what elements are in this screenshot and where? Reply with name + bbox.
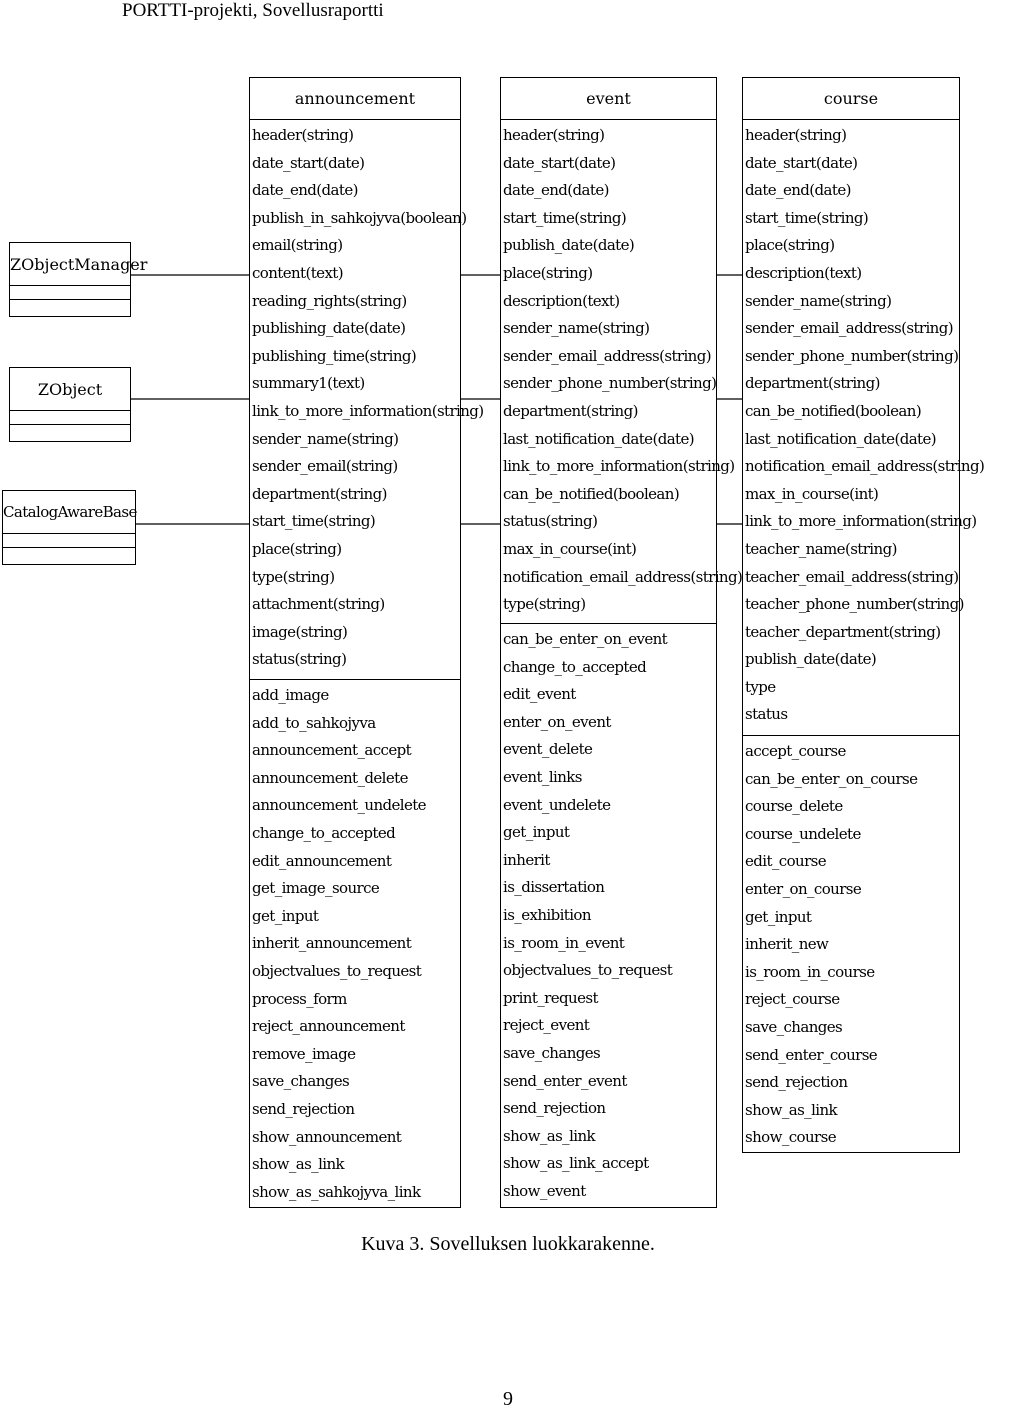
class-attribute: can_be_notified(boolean) [745, 401, 922, 420]
class-method: send_rejection [745, 1073, 848, 1092]
class-attribute: attachment(string) [252, 595, 385, 614]
class-attributes-empty [10, 411, 130, 425]
class-attributes [501, 120, 743, 624]
class-attribute: summary1(text) [252, 374, 365, 393]
class-method: send_rejection [252, 1099, 355, 1118]
class-attribute: department(string) [745, 374, 880, 393]
class-attribute: max_in_course(int) [745, 484, 879, 503]
class-attribute: date_end(date) [745, 181, 851, 200]
class-attribute: department(string) [252, 484, 387, 503]
class-method: inherit_announcement [252, 934, 412, 953]
class-method: announcement_delete [252, 768, 408, 787]
class-attribute: teacher_department(string) [745, 622, 941, 641]
class-method: edit_course [745, 852, 827, 871]
class-method: show_as_sahkojyva_link [252, 1182, 421, 1201]
class-name: course [743, 78, 959, 120]
class-method: inherit [503, 850, 550, 869]
class-method: save_changes [252, 1072, 350, 1091]
class-attribute: description(text) [503, 291, 620, 310]
class-attribute: header(string) [503, 126, 605, 144]
class-methods-empty [3, 548, 135, 562]
class-attribute: type(string) [252, 567, 335, 586]
class-method: is_exhibition [503, 905, 591, 924]
class-attribute: notification_email_address(string) [503, 567, 743, 586]
class-methods [743, 736, 959, 1152]
class-method: send_enter_course [745, 1045, 878, 1064]
class-method: is_room_in_course [745, 962, 875, 981]
class-attribute: teacher_email_address(string) [745, 567, 959, 586]
class-attribute: sender_name(string) [252, 429, 399, 448]
page-number: 9 [503, 1388, 513, 1410]
class-box-announcement [249, 77, 484, 1208]
class-attribute: sender_email_address(string) [745, 319, 953, 338]
class-method: objectvalues_to_request [503, 961, 673, 980]
class-attribute: image(string) [252, 622, 348, 641]
class-attribute: date_end(date) [252, 181, 358, 200]
class-method: get_input [503, 823, 570, 842]
class-attribute: publish_date(date) [503, 236, 635, 255]
class-name: announcement [250, 78, 460, 120]
class-attribute: email(string) [252, 236, 343, 255]
class-method: can_be_enter_on_course [745, 769, 918, 788]
class-attribute: date_end(date) [503, 181, 609, 200]
class-attribute: max_in_course(int) [503, 539, 637, 558]
class-attribute: sender_email(string) [252, 457, 398, 476]
class-attribute: type(string) [503, 595, 586, 614]
class-attribute: type [745, 677, 776, 696]
class-method: get_input [745, 907, 812, 926]
class-box-catalogawarebase [2, 490, 136, 565]
class-method: enter_on_course [745, 879, 862, 898]
class-attribute: sender_email_address(string) [503, 346, 711, 365]
class-attribute: start_time(string) [745, 208, 869, 227]
class-attribute: status(string) [503, 512, 598, 531]
class-method: show_course [745, 1128, 836, 1147]
class-attribute: status [745, 705, 788, 724]
class-method: show_as_link [503, 1126, 596, 1145]
class-attribute: status(string) [252, 650, 347, 669]
class-method: remove_image [252, 1044, 356, 1063]
class-attribute: header(string) [745, 126, 847, 144]
class-method: change_to_accepted [252, 823, 396, 842]
class-attribute: date_start(date) [252, 153, 365, 172]
class-method: course_undelete [745, 824, 861, 843]
class-method: objectvalues_to_request [252, 961, 422, 980]
class-methods-empty [10, 300, 130, 314]
figure-caption: Kuva 3. Sovelluksen luokkarakenne. [361, 1233, 655, 1255]
class-methods [250, 680, 460, 1206]
class-method: show_event [503, 1181, 586, 1200]
class-attribute: sender_phone_number(string) [503, 374, 717, 393]
class-attributes [743, 120, 985, 736]
class-attribute: reading_rights(string) [252, 291, 407, 310]
class-name: ZObject [10, 368, 130, 411]
class-method: print_request [503, 988, 598, 1007]
class-method: add_image [252, 686, 329, 704]
class-method: event_links [503, 767, 582, 786]
class-attribute: last_notification_date(date) [503, 429, 694, 448]
class-method: save_changes [745, 1017, 843, 1036]
class-attribute: place(string) [252, 539, 342, 558]
class-attribute: publish_in_sahkojyva(boolean) [252, 208, 467, 227]
class-method: show_as_link [745, 1100, 838, 1119]
class-box-zobjectmanager [9, 242, 148, 317]
class-attribute: date_start(date) [503, 153, 616, 172]
class-attribute: sender_name(string) [745, 291, 892, 310]
class-attribute: place(string) [745, 236, 835, 255]
class-attributes-empty [3, 534, 135, 548]
class-box-event [500, 77, 743, 1208]
class-method: reject_course [745, 990, 840, 1009]
class-attribute: teacher_name(string) [745, 539, 897, 558]
class-attribute: header(string) [252, 126, 354, 144]
class-method: enter_on_event [503, 712, 611, 731]
class-attribute: last_notification_date(date) [745, 429, 936, 448]
class-attributes-empty [10, 286, 130, 300]
class-attribute: start_time(string) [503, 208, 627, 227]
class-attribute: can_be_notified(boolean) [503, 484, 680, 503]
class-method: add_to_sahkojyva [252, 713, 376, 732]
class-attribute: link_to_more_information(string) [252, 401, 484, 420]
class-attribute: publishing_time(string) [252, 346, 417, 365]
class-attribute: link_to_more_information(string) [503, 457, 735, 476]
class-method: is_room_in_event [503, 933, 625, 952]
class-method: show_as_link [252, 1155, 345, 1174]
page-header: PORTTI-projekti, Sovellusraportti [122, 0, 384, 21]
class-method: get_image_source [252, 879, 380, 898]
class-attribute: department(string) [503, 401, 638, 420]
class-attribute: place(string) [503, 263, 593, 282]
class-method: process_form [252, 989, 347, 1008]
class-attribute: content(text) [252, 263, 343, 282]
class-method: edit_event [503, 685, 576, 704]
class-methods-empty [10, 425, 130, 439]
class-box-course [742, 77, 985, 1153]
class-method: is_dissertation [503, 878, 605, 897]
class-methods [501, 624, 716, 1205]
class-method: event_undelete [503, 795, 611, 814]
class-attribute: publishing_date(date) [252, 319, 406, 338]
class-method: show_announcement [252, 1127, 402, 1146]
class-name: event [501, 78, 716, 120]
class-name: CatalogAwareBase [3, 491, 135, 534]
class-name: ZObjectManager [10, 243, 130, 286]
class-attribute: publish_date(date) [745, 650, 877, 669]
class-method: show_as_link_accept [503, 1154, 649, 1173]
class-method: send_rejection [503, 1099, 606, 1118]
class-attribute: sender_name(string) [503, 319, 650, 338]
class-attribute: notification_email_address(string) [745, 457, 985, 476]
class-attributes [250, 120, 484, 680]
class-method: announcement_undelete [252, 796, 426, 815]
class-attribute: teacher_phone_number(string) [745, 595, 964, 614]
class-method: accept_course [745, 742, 846, 760]
class-method: reject_announcement [252, 1017, 405, 1036]
class-attribute: sender_phone_number(string) [745, 346, 959, 365]
class-method: inherit_new [745, 935, 829, 954]
class-method: save_changes [503, 1043, 601, 1062]
class-method: reject_event [503, 1016, 590, 1035]
class-method: event_delete [503, 740, 593, 759]
class-method: change_to_accepted [503, 657, 647, 676]
class-method: can_be_enter_on_event [503, 630, 668, 648]
class-attribute: description(text) [745, 263, 862, 282]
class-method: edit_announcement [252, 851, 392, 870]
class-attribute: date_start(date) [745, 153, 858, 172]
class-method: send_enter_event [503, 1071, 627, 1090]
class-method: course_delete [745, 797, 843, 816]
class-attribute: link_to_more_information(string) [745, 512, 977, 531]
class-box-zobject [9, 367, 131, 442]
class-attribute: start_time(string) [252, 512, 376, 531]
class-method: get_input [252, 906, 319, 925]
class-method: announcement_accept [252, 741, 412, 760]
